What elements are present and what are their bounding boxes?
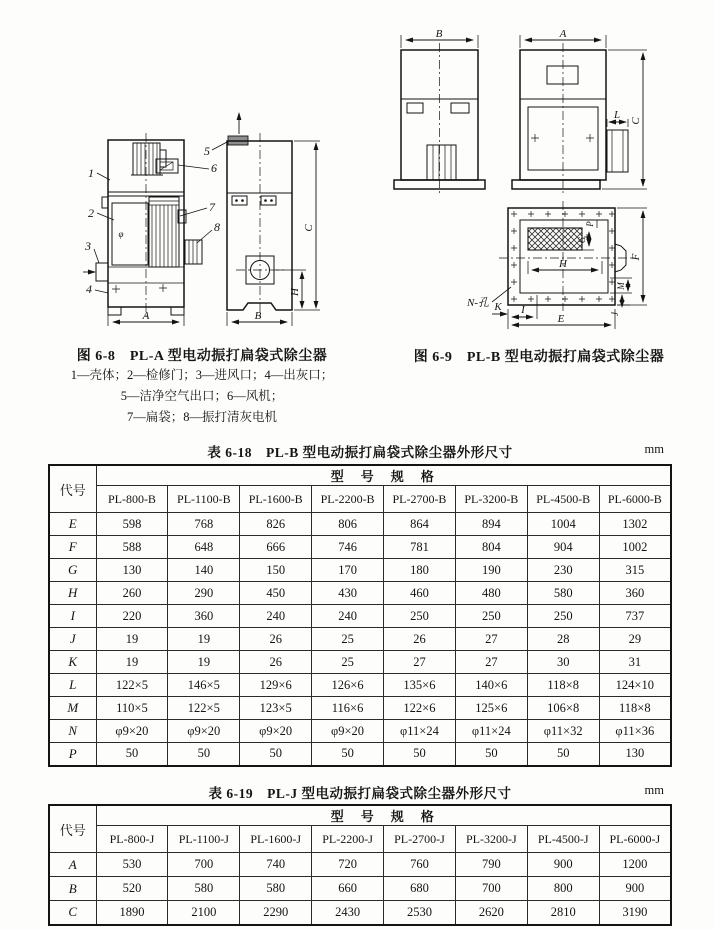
table-cell: 3190 <box>599 901 671 925</box>
table-row <box>49 536 671 559</box>
callout-7: 7 <box>209 200 215 214</box>
table-cell: 26 <box>240 651 312 674</box>
table-cell: 315 <box>599 559 671 582</box>
table-cell: 170 <box>312 559 384 582</box>
table-cell: 360 <box>168 605 240 628</box>
table-cell: 50 <box>312 743 384 766</box>
model-header-cell: PL-2700-J <box>384 826 456 853</box>
table-cell: 130 <box>96 559 168 582</box>
table-6-19 <box>48 804 672 926</box>
table-cell: 781 <box>384 536 456 559</box>
table-cell: 250 <box>527 605 599 628</box>
table-row <box>49 628 671 651</box>
row-label: H <box>49 582 96 605</box>
dim-label-c: C <box>630 117 642 125</box>
table-cell: 700 <box>455 877 527 901</box>
table-row <box>49 877 671 901</box>
table-6-18-unit: mm <box>644 442 664 456</box>
table-cell: 360 <box>599 582 671 605</box>
table-cell: 50 <box>527 743 599 766</box>
table-cell: 2430 <box>312 901 384 925</box>
group-header: 型 号 规 格 <box>96 805 671 826</box>
dim-label-a: A <box>559 28 567 40</box>
table-cell: 125×6 <box>455 697 527 720</box>
table-6-18-title: 表 6-18 PL-B 型电动振打扁袋式除尘器外形尺寸 <box>207 445 513 460</box>
table-cell: 740 <box>240 853 312 877</box>
flat-bags <box>149 197 179 267</box>
table-cell: 2530 <box>384 901 456 925</box>
table-cell: 790 <box>455 853 527 877</box>
fan-housing <box>156 159 178 173</box>
table-6-19-unit: mm <box>644 783 664 797</box>
table-cell: 530 <box>96 853 168 877</box>
dim-label-g: G <box>577 236 587 244</box>
row-label: F <box>49 536 96 559</box>
table-cell: 250 <box>384 605 456 628</box>
table-cell: 660 <box>312 877 384 901</box>
table-cell: 220 <box>96 605 168 628</box>
hatched-opening <box>528 228 582 250</box>
table-row <box>49 901 671 925</box>
table-cell: 146×5 <box>168 674 240 697</box>
table-cell: 19 <box>168 651 240 674</box>
table-cell: 50 <box>240 743 312 766</box>
table-6-18-titlebar <box>48 441 672 461</box>
table-cell: 2100 <box>168 901 240 925</box>
dim-label-j: J <box>610 312 620 316</box>
callout-4: 4 <box>86 282 92 296</box>
callout-1: 1 <box>88 166 94 180</box>
table-row <box>49 605 671 628</box>
table-cell: 450 <box>240 582 312 605</box>
table-cell: 240 <box>240 605 312 628</box>
model-header-cell: PL-1600-J <box>240 826 312 853</box>
table-cell: 27 <box>384 651 456 674</box>
table-row <box>49 853 671 877</box>
table-cell: 648 <box>168 536 240 559</box>
figure-6-8-legend-1: 1—壳体；2—检修门；3—进风口；4—出灰口； <box>70 368 334 382</box>
model-header-cell: PL-1600-B <box>240 486 312 513</box>
table-cell: 26 <box>240 628 312 651</box>
model-header-cell: PL-2700-B <box>384 486 456 513</box>
row-label: B <box>49 877 96 901</box>
table-cell: 2810 <box>527 901 599 925</box>
table-cell: 123×5 <box>240 697 312 720</box>
dim-label-f: F <box>630 253 642 261</box>
row-label: M <box>49 697 96 720</box>
table-cell: 30 <box>527 651 599 674</box>
group-header: 型 号 规 格 <box>96 465 671 486</box>
table-cell: 118×8 <box>599 697 671 720</box>
corner-header: 代号 <box>49 805 96 853</box>
model-header-cell: PL-1100-B <box>168 486 240 513</box>
table-cell: 1004 <box>527 513 599 536</box>
figure-6-8-legend-3: 7—扁袋；8—振打清灰电机 <box>126 410 277 424</box>
table-cell: φ11×24 <box>384 720 456 743</box>
model-header-cell: PL-1100-J <box>168 826 240 853</box>
table-cell: 580 <box>527 582 599 605</box>
front-view <box>83 133 227 326</box>
dim-label-l: L <box>613 109 621 121</box>
table-cell: 826 <box>240 513 312 536</box>
table-cell: 27 <box>455 628 527 651</box>
table-cell: 900 <box>527 853 599 877</box>
row-label: K <box>49 651 96 674</box>
bolt-holes-right <box>609 228 615 285</box>
side-attachment <box>607 130 628 172</box>
table-cell: 106×8 <box>527 697 599 720</box>
table-cell: 666 <box>240 536 312 559</box>
dim-label-h: H <box>559 258 567 270</box>
table-cell: 50 <box>96 743 168 766</box>
access-door <box>112 203 148 265</box>
table-cell: 26 <box>384 628 456 651</box>
table-cell: φ11×24 <box>455 720 527 743</box>
table-row <box>49 743 671 766</box>
row-label: L <box>49 674 96 697</box>
row-label: C <box>49 901 96 925</box>
model-header-cell: PL-800-J <box>96 826 168 853</box>
dim-label-i: I <box>521 304 525 316</box>
table-cell: 140 <box>168 559 240 582</box>
table-cell: 1002 <box>599 536 671 559</box>
table-row <box>49 720 671 743</box>
table-cell: 1200 <box>599 853 671 877</box>
figure-6-9-title: 图 6-9 PL-B 型电动振打扁袋式除尘器 <box>413 350 665 365</box>
table-cell: 135×6 <box>384 674 456 697</box>
table-cell: 894 <box>455 513 527 536</box>
table-cell: φ9×20 <box>240 720 312 743</box>
callout-6: 6 <box>211 161 217 175</box>
table-cell: 804 <box>455 536 527 559</box>
flange-plan-view <box>466 201 647 329</box>
door-mark: φ <box>118 229 124 239</box>
table-cell: 29 <box>599 628 671 651</box>
row-label: J <box>49 628 96 651</box>
table-cell: 122×6 <box>384 697 456 720</box>
table-cell: 150 <box>240 559 312 582</box>
model-header-cell: PL-4500-J <box>527 826 599 853</box>
table-6-19-title: 表 6-19 PL-J 型电动振打扁袋式除尘器外形尺寸 <box>208 786 512 801</box>
table-cell: φ9×20 <box>168 720 240 743</box>
dim-label-p: P <box>585 221 595 227</box>
table-cell: φ9×20 <box>312 720 384 743</box>
base-plate <box>512 180 600 189</box>
table-cell: 126×6 <box>312 674 384 697</box>
table-cell: 28 <box>527 628 599 651</box>
dim-label-e: E <box>557 313 565 325</box>
inlet-duct <box>83 263 108 281</box>
table-cell: 806 <box>312 513 384 536</box>
side-view <box>512 28 647 196</box>
bolt-holes-left <box>511 228 517 285</box>
figure-6-8-caption-block <box>52 345 352 428</box>
table-cell: 2620 <box>455 901 527 925</box>
dim-label-h: H <box>289 288 301 296</box>
table-cell: 190 <box>455 559 527 582</box>
figure-6-8-legend-2: 5—洁净空气出口；6—风机； <box>120 389 284 403</box>
table-row <box>49 559 671 582</box>
model-header-cell: PL-2200-B <box>312 486 384 513</box>
table-cell: 250 <box>455 605 527 628</box>
table-cell: 240 <box>312 605 384 628</box>
table-cell: 290 <box>168 582 240 605</box>
table-cell: 118×8 <box>527 674 599 697</box>
figure-6-9-drawing <box>385 15 700 337</box>
figure-6-8-drawing <box>50 0 350 340</box>
table-row <box>49 582 671 605</box>
model-header-cell: PL-6000-J <box>599 826 671 853</box>
table-row <box>49 513 671 536</box>
table-cell: 25 <box>312 628 384 651</box>
table-cell: 746 <box>312 536 384 559</box>
figure-6-8-title: 图 6-8 PL-A 型电动振打扁袋式除尘器 <box>76 349 328 364</box>
table-row <box>49 651 671 674</box>
table-cell: 1302 <box>599 513 671 536</box>
row-label: E <box>49 513 96 536</box>
table-cell: 904 <box>527 536 599 559</box>
n-hole-label: N-孔 <box>467 297 489 309</box>
table-cell: 760 <box>384 853 456 877</box>
table-cell: 588 <box>96 536 168 559</box>
table-cell: 2290 <box>240 901 312 925</box>
table-cell: 480 <box>455 582 527 605</box>
dim-label-c: C <box>303 224 315 232</box>
dim-label-a: A <box>142 310 150 322</box>
table-cell: 124×10 <box>599 674 671 697</box>
table-cell: 122×5 <box>96 674 168 697</box>
model-header-cell: PL-3200-J <box>455 826 527 853</box>
model-header-cell: PL-800-B <box>96 486 168 513</box>
table-cell: 864 <box>384 513 456 536</box>
table-cell: 680 <box>384 877 456 901</box>
table-cell: 140×6 <box>455 674 527 697</box>
table-cell: 27 <box>455 651 527 674</box>
table-cell: 180 <box>384 559 456 582</box>
table-cell: φ11×36 <box>599 720 671 743</box>
side-view <box>227 113 320 326</box>
table-cell: 50 <box>168 743 240 766</box>
table-cell: 116×6 <box>312 697 384 720</box>
table-cell: 50 <box>384 743 456 766</box>
housing-outline <box>227 141 292 310</box>
table-cell: 110×5 <box>96 697 168 720</box>
hopper-cross-marks <box>112 284 167 293</box>
model-header-cell: PL-2200-J <box>312 826 384 853</box>
dim-label-b: B <box>254 310 262 322</box>
table-cell: 19 <box>168 628 240 651</box>
table-cell: 430 <box>312 582 384 605</box>
dim-label-b: B <box>435 28 443 40</box>
table-cell: 25 <box>312 651 384 674</box>
model-header-row <box>49 486 671 513</box>
corner-header: 代号 <box>49 465 96 513</box>
dim-label-k: K <box>494 301 502 313</box>
rapping-motor <box>185 240 202 264</box>
table-row <box>49 697 671 720</box>
table-cell: 31 <box>599 651 671 674</box>
table-cell: 50 <box>455 743 527 766</box>
table-cell: φ9×20 <box>96 720 168 743</box>
figure-6-9-caption-block <box>383 346 695 366</box>
row-label: G <box>49 559 96 582</box>
table-cell: 598 <box>96 513 168 536</box>
table-6-18 <box>48 464 672 767</box>
table-cell: 720 <box>312 853 384 877</box>
table-cell: 260 <box>96 582 168 605</box>
row-label: I <box>49 605 96 628</box>
row-label: A <box>49 853 96 877</box>
table-cell: 800 <box>527 877 599 901</box>
model-header-row <box>49 826 671 853</box>
table-row <box>49 674 671 697</box>
callout-2: 2 <box>88 206 94 220</box>
table-cell: 1890 <box>96 901 168 925</box>
table-cell: 700 <box>168 853 240 877</box>
callout-8: 8 <box>214 220 220 234</box>
table-cell: 768 <box>168 513 240 536</box>
model-header-cell: PL-6000-B <box>599 486 671 513</box>
callout-5: 5 <box>204 144 210 158</box>
table-cell: 122×5 <box>168 697 240 720</box>
front-view <box>394 28 485 196</box>
table-cell: φ11×32 <box>527 720 599 743</box>
table-cell: 580 <box>240 877 312 901</box>
dim-label-m: M <box>616 282 626 290</box>
callout-3: 3 <box>85 239 91 253</box>
table-cell: 737 <box>599 605 671 628</box>
table-cell: 130 <box>599 743 671 766</box>
table-cell: 19 <box>96 651 168 674</box>
table-cell: 460 <box>384 582 456 605</box>
table-cell: 230 <box>527 559 599 582</box>
table-cell: 19 <box>96 628 168 651</box>
table-cell: 129×6 <box>240 674 312 697</box>
row-label: N <box>49 720 96 743</box>
table-cell: 580 <box>168 877 240 901</box>
table-cell: 520 <box>96 877 168 901</box>
row-label: P <box>49 743 96 766</box>
table-6-19-titlebar <box>48 782 672 802</box>
table-cell: 900 <box>599 877 671 901</box>
model-header-cell: PL-3200-B <box>455 486 527 513</box>
model-header-cell: PL-4500-B <box>527 486 599 513</box>
